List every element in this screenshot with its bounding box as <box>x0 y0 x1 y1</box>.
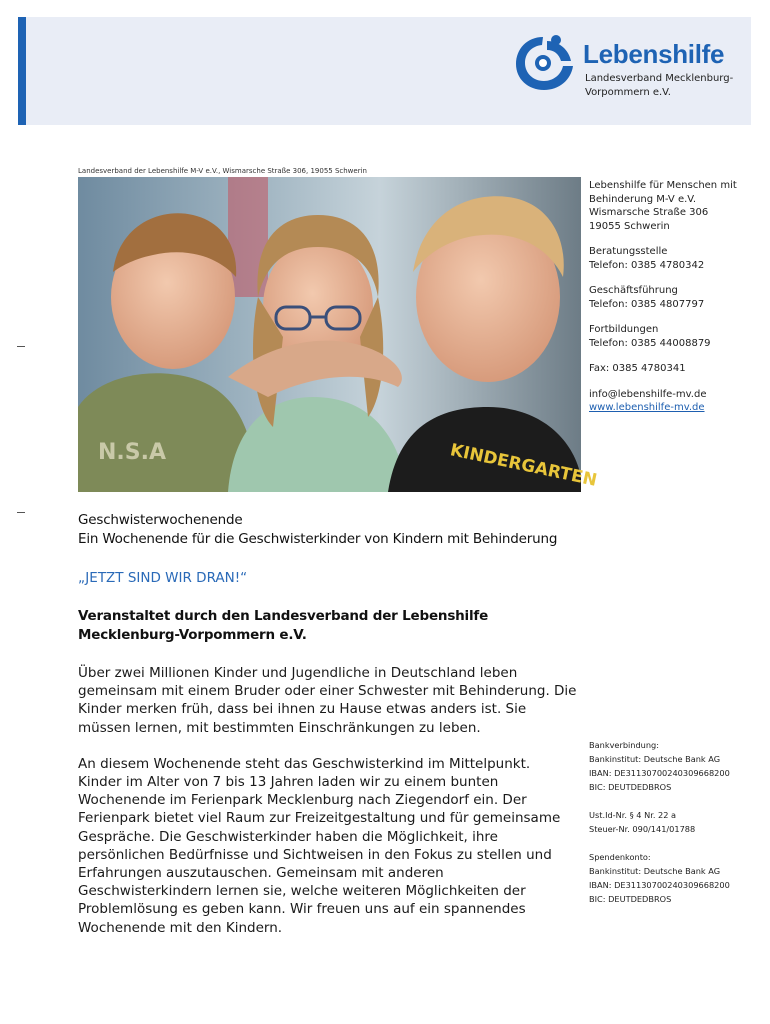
logo-wordmark: Lebenshilfe <box>583 39 725 69</box>
letter-body <box>78 511 578 937</box>
contact-fax: Fax: 0385 4780341 <box>589 363 686 374</box>
event-slogan: „JETZT SIND WIR DRAN!“ <box>78 570 248 586</box>
email-link[interactable]: info@lebenshilfe-mv.de <box>589 388 707 400</box>
contact-column <box>589 179 759 427</box>
contact-counseling: Beratungsstelle Telefon: 0385 4780342 <box>589 246 705 271</box>
fold-mark <box>17 512 25 513</box>
letterhead-accent-bar <box>18 17 26 125</box>
intro-paragraph: Über zwei Millionen Kinder und Jugendliche in Deutschland leben gemeinsam mit einem Bruder oder einer Schwester mit Behinderung. Die Kinder merken früh, dass bei ihnen zu Hause etwas anders ist. Sie müssen lernen, mit bestimmten Einschränkungen zu leben. <box>78 665 577 736</box>
sender-address-line: Landesverband der Lebenshilfe M-V e.V., Wismarsche Straße 306, 19055 Schwerin <box>78 167 367 175</box>
contact-online <box>589 388 759 415</box>
logo-subtitle: Landesverband Mecklenburg-Vorpommern e.V. <box>585 73 734 98</box>
photo-shirt-text-left: N.S.A <box>98 440 166 465</box>
donation-account: Spendenkonto: Bankinstitut: Deutsche Bank AG IBAN: DE31130700240309668200 BIC: DEUTDEDBROS <box>589 852 730 904</box>
bank-details <box>589 738 759 920</box>
event-title: Geschwisterwochenende Ein Wochenende für die Geschwisterkinder von Kindern mit Behinderung <box>78 512 558 547</box>
letterhead-band <box>18 17 751 125</box>
contact-management: Geschäftsführung Telefon: 0385 4807797 <box>589 285 705 310</box>
details-paragraph: An diesem Wochenende steht das Geschwisterkind im Mittelpunkt. Kinder im Alter von 7 bis 13 Jahren laden wir zu einem bunten Wochenende im Ferienpark Mecklenburg nach Ziegendorf ein. Der Ferienpark bietet viel Raum zur Freizeitgestaltung und für gemeinsame Gespräche. Die Geschwisterkinder haben die Möglichkeit, ihre persönlichen Bedürfnisse und Sichtweisen in den Fokus zu stellen und Erfahrungen auszutauschen. Gemeinsam mit anderen Geschwisterkindern lernen sie, welche weiteren Möglichkeiten der Problemlösung es geben kann. Wir freuen uns auf ein spannendes Wochenende mit den Kindern. <box>78 755 561 936</box>
contact-training: Fortbildungen Telefon: 0385 44008879 <box>589 324 711 349</box>
tax-ids: Ust.Id-Nr. § 4 Nr. 22 a Steuer-Nr. 090/141/01788 <box>589 810 696 834</box>
organizer-heading: Veranstaltet durch den Landesverband der Lebenshilfe Mecklenburg-Vorpommern e.V. <box>78 608 489 643</box>
photo-shirt-text-right: KINDERGARTEN <box>448 440 599 491</box>
lebenshilfe-logo-icon <box>513 33 577 93</box>
website-link[interactable]: www.lebenshilfe-mv.de <box>589 402 705 413</box>
contact-address: Lebenshilfe für Menschen mit Behinderung M-V e.V. Wismarsche Straße 306 19055 Schwerin <box>589 180 737 232</box>
bank-account: Bankverbindung: Bankinstitut: Deutsche Bank AG IBAN: DE31130700240309668200 BIC: DEUTDEDBROS <box>589 740 730 792</box>
children-photo <box>78 177 599 492</box>
fold-mark <box>17 346 25 347</box>
